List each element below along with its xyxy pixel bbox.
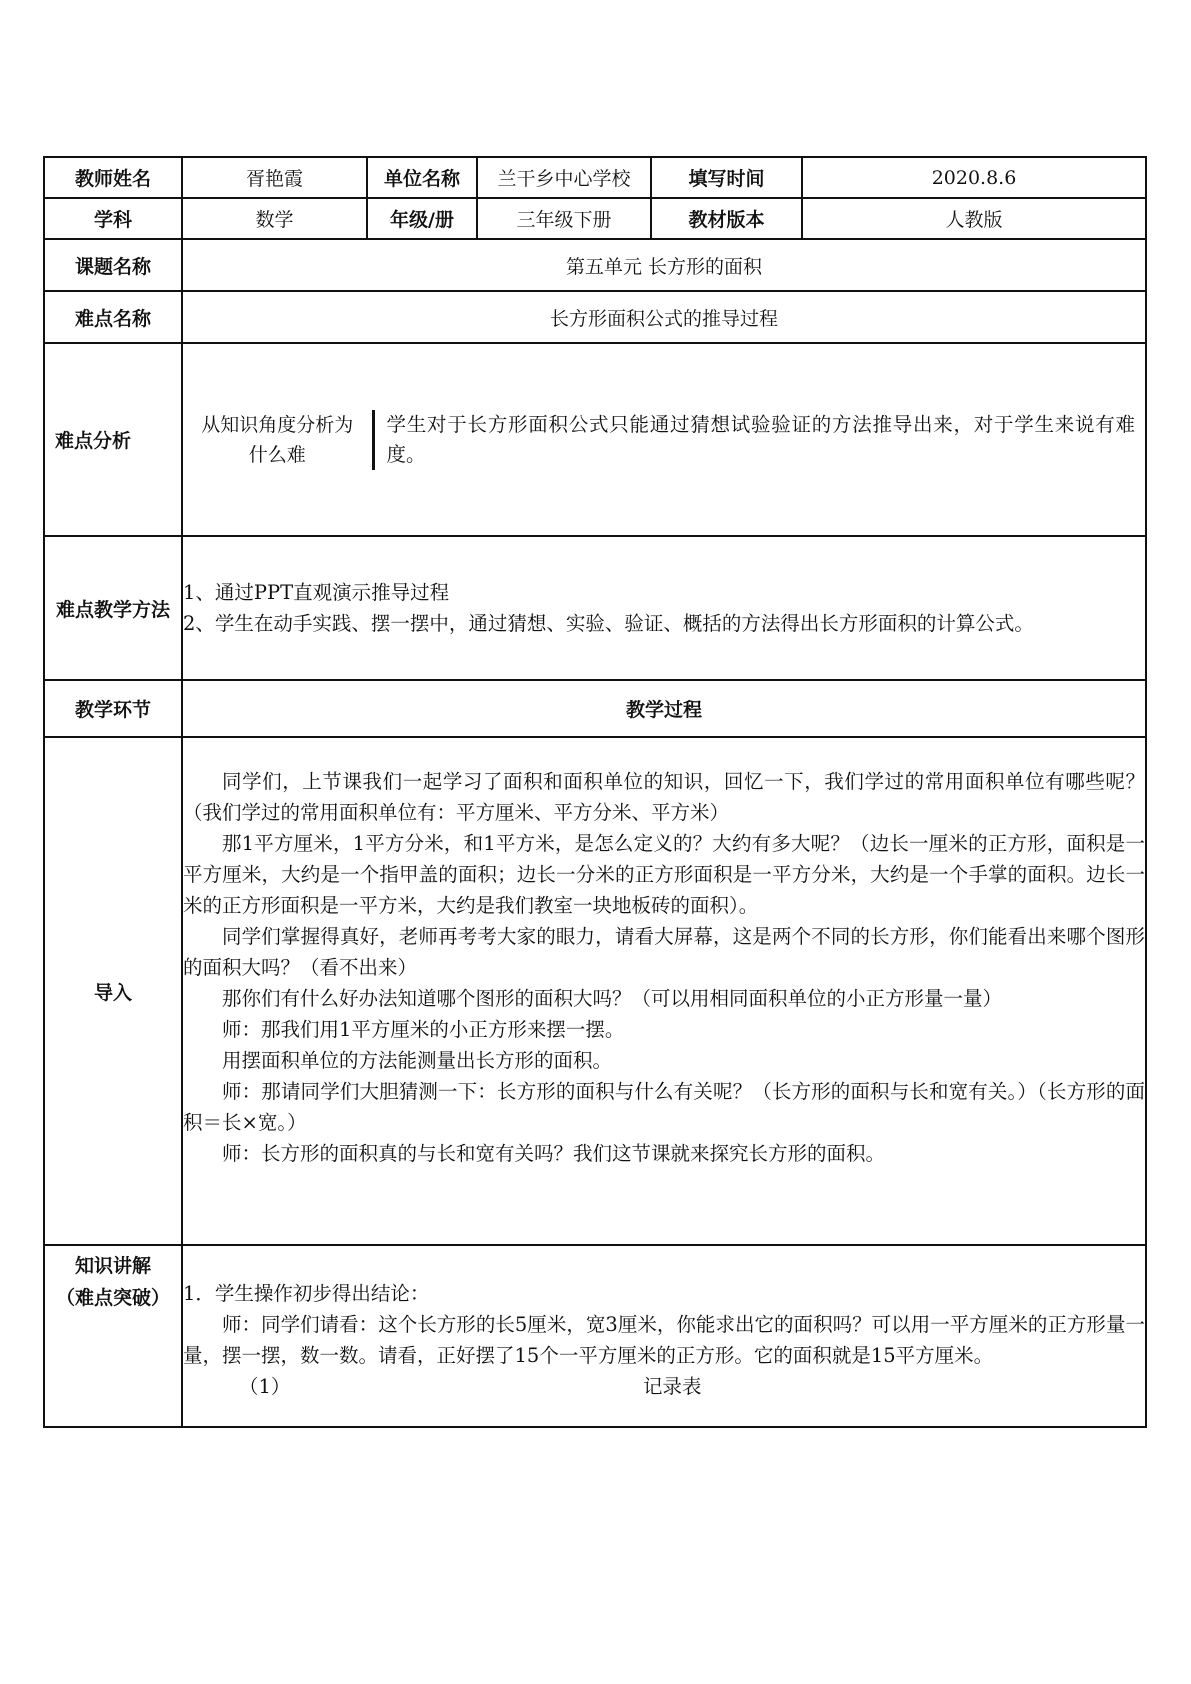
process-label: 教学过程 [182,680,1146,737]
unit-label: 单位名称 [367,157,477,198]
stage-label: 教学环节 [44,680,182,737]
knowledge-paragraph: 师：同学们请看：这个长方形的长5厘米，宽3厘米，你能求出它的面积吗？可以用一平方厘米的正方形量一量，摆一摆，数一数。请看，正好摆了15个一平方厘米的正方形。它的面积就是15平方厘米。 [183,1313,1145,1367]
unit-value: 兰干乡中心学校 [477,157,651,198]
difficulty-value: 长方形面积公式的推导过程 [182,291,1146,343]
edition-label: 教材版本 [651,198,802,239]
record-table-title: 记录表 [643,1375,702,1398]
intro-paragraph: 那1平方厘米，1平方分米，和1平方米，是怎么定义的？大约有多大呢？（边长一厘米的正方形，面积是一平方厘米，大约是一个指甲盖的面积；边长一分米的正方形面积是一平方分米，大约是一个手掌的面积。边长一米的正方形面积是一平方米，大约是我们教室一块地板砖的面积）。 [183,832,1145,917]
intro-paragraph: 师：那请同学们大胆猜测一下：长方形的面积与什么有关呢？（长方形的面积与长和宽有关。）（长方形的面积＝长×宽。） [183,1080,1145,1134]
topic-value: 第五单元 长方形的面积 [182,239,1146,291]
topic-label: 课题名称 [44,239,182,291]
intro-paragraph: 师：那我们用1平方厘米的小正方形来摆一摆。 [222,1018,625,1041]
method-line-1: 1、通过PPT直观演示推导过程 [183,581,450,604]
method-label: 难点教学方法 [44,536,182,680]
analysis-label: 难点分析 [44,343,182,536]
process-header-row [44,680,1146,737]
header-row-1 [44,157,1146,198]
difficulty-row [44,291,1146,343]
analysis-sub-label: 从知识角度分析为什么难 [183,410,373,470]
record-table-number: （1） [239,1375,291,1398]
intro-paragraph: 同学们，上节课我们一起学习了面积和面积单位的知识，回忆一下，我们学过的常用面积单位有哪些呢？（我们学过的常用面积单位有：平方厘米、平方分米、平方米） [183,770,1145,824]
teacher-value: 胥艳霞 [182,157,367,198]
date-value: 2020.8.6 [802,157,1146,198]
knowledge-label-line-1: 知识讲解 [74,1255,151,1277]
intro-paragraph: 那你们有什么好办法知道哪个图形的面积大吗？（可以用相同面积单位的小正方形量一量） [222,987,1003,1010]
method-line-2: 2、学生在动手实践、摆一摆中，通过猜想、实验、验证、概括的方法得出长方形面积的计算公式。 [183,612,1034,635]
subject-value: 数学 [182,198,367,239]
analysis-text: 学生对于长方形面积公式只能通过猜想试验验证的方法推导出来，对于学生来说有难度。 [386,412,1135,466]
teacher-label: 教师姓名 [44,157,182,198]
edition-value: 人教版 [802,198,1146,239]
lesson-plan-table [43,156,1147,1428]
method-row [44,536,1146,680]
difficulty-label: 难点名称 [44,291,182,343]
subject-label: 学科 [44,198,182,239]
analysis-row [44,343,1146,536]
date-label: 填写时间 [651,157,802,198]
intro-row [44,737,1146,1245]
grade-value: 三年级下册 [477,198,651,239]
knowledge-row [44,1245,1146,1427]
grade-label: 年级/册 [367,198,477,239]
knowledge-label-line-2: （难点突破） [55,1287,170,1309]
header-row-2 [44,198,1146,239]
topic-row [44,239,1146,291]
intro-paragraph: 师：长方形的面积真的与长和宽有关吗？我们这节课就来探究长方形的面积。 [222,1142,886,1165]
knowledge-line-1: 1．学生操作初步得出结论： [183,1282,430,1305]
intro-paragraph: 同学们掌握得真好，老师再考考大家的眼力，请看大屏幕，这是两个不同的长方形，你们能看出来哪个图形的面积大吗？（看不出来） [183,925,1145,979]
analysis-inner [183,410,1145,470]
intro-label: 导入 [44,737,182,1245]
intro-paragraph: 用摆面积单位的方法能测量出长方形的面积。 [222,1049,613,1072]
